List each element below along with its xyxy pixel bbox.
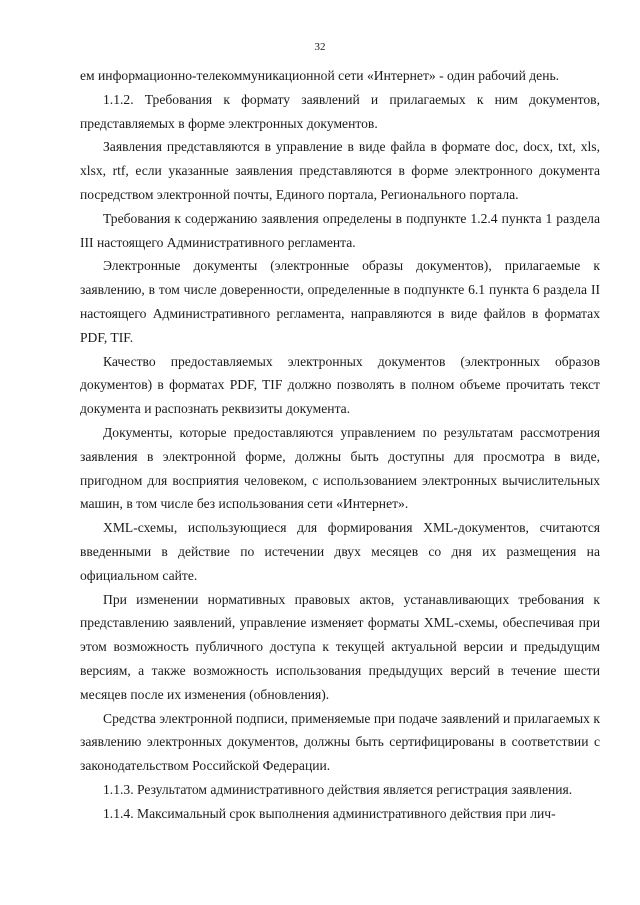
page-number: 32 xyxy=(314,41,326,53)
paragraph-xml-schemas: XML-схемы, использующиеся для формирования XML-документов, считаются введенными в действие по истечении двух месяцев со дня их размещения на официальном сайте. xyxy=(80,520,600,583)
paragraph-electronic-documents: Электронные документы (электронные образы документов), прилагаемые к заявлению, в том числе доверенности, определенные в подпункте 6.1 пункта 6 раздела II настоящего Административного регламента, направляются в виде файлов в форматах PDF, TIF. xyxy=(80,258,600,345)
paragraph-provided-documents: Документы, которые предоставляются управлением по результатам рассмотрения заявления в электронной форме, должны быть доступны для просмотра в виде, пригодном для восприятия человеком, с использованием электронных вычислительных машин, в том числе без использования сети «Интернет». xyxy=(80,424,600,512)
paragraph-electronic-signature: Средства электронной подписи, применяемые при подаче заявлений и прилагаемых к заявлению электронных документов, должны быть сертифицированы в соответствии с законодательством Российской Федерации. xyxy=(80,710,600,774)
document-body xyxy=(80,64,600,826)
paragraph-max-term: 1.1.4. Максимальный срок выполнения административного действия при лич- xyxy=(103,805,556,821)
paragraph-result: 1.1.3. Результатом административного действия является регистрация заявления. xyxy=(103,781,573,797)
paragraph-regulation-changes: При изменении нормативных правовых актов, устанавливающих требования к представлению заявлений, управление изменяет форматы XML-схемы, обеспечивая при этом возможность публичного доступа к текущей актуальной версии и предыдущим версиям, а также возможность использования предыдущих версий в течение шести месяцев после их изменения (обновления). xyxy=(80,591,600,702)
paragraph-file-formats: Заявления представляются в управление в виде файла в формате doc, docx, txt, xls, xlsx, rtf, если указанные заявления представляются в форме электронного документа посредством электронной почты, Единого портала, Регионального портала. xyxy=(80,139,600,202)
paragraph-format-requirements: 1.1.2. Требования к формату заявлений и прилагаемых к ним документов, представляемых в форме электронных документов. xyxy=(80,91,600,131)
paragraph-document-quality: Качество предоставляемых электронных документов (электронных образов документов) в форматах PDF, TIF должно позволять в полном объеме прочитать текст документа и распознать реквизиты документа. xyxy=(80,353,600,417)
paragraph-content-requirements: Требования к содержанию заявления определены в подпункте 1.2.4 пункта 1 раздела III настоящего Административного регламента. xyxy=(80,210,600,250)
paragraph-continuation: ем информационно-телекоммуникационной сети «Интернет» - один рабочий день. xyxy=(80,68,560,83)
